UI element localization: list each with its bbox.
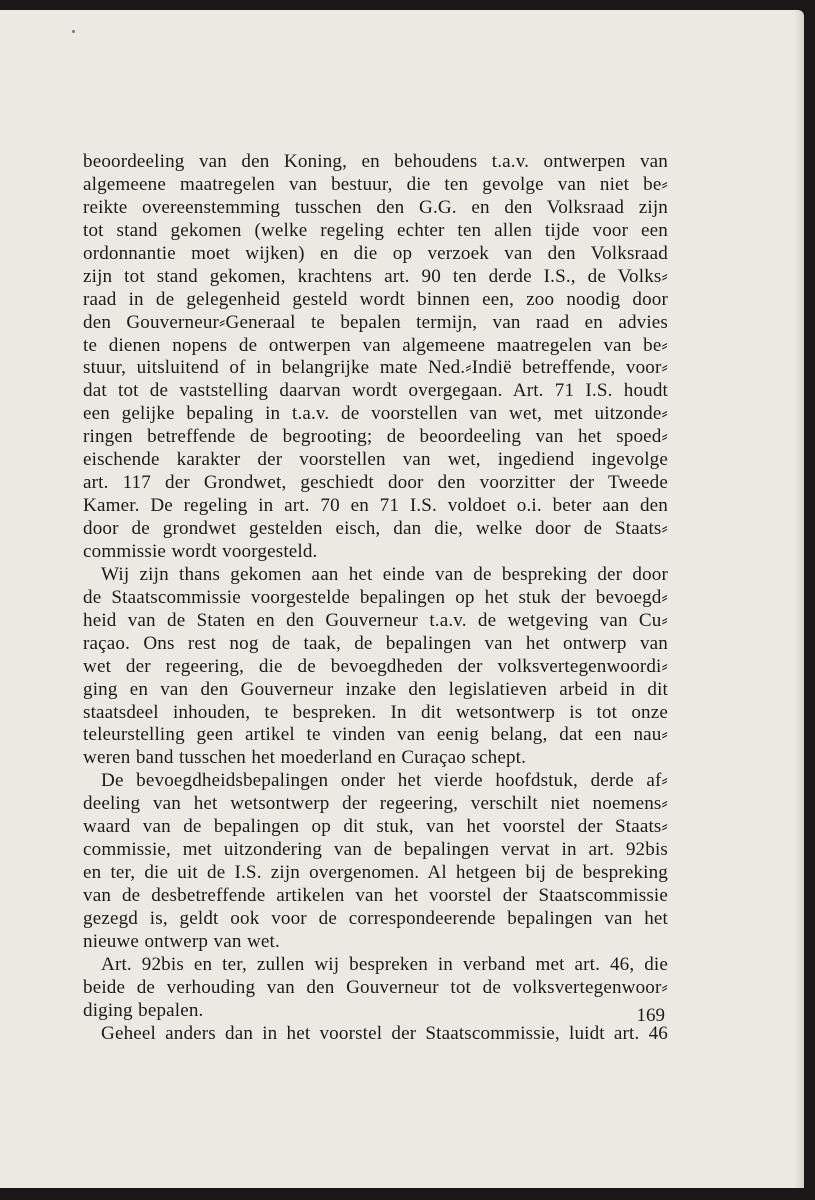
text-line: te dienen nopens de ontwerpen van algemeene maatregelen van be⸗ — [83, 334, 668, 356]
text-line: tot stand gekomen (welke regeling echter ten allen tijde voor een — [83, 219, 668, 241]
text-line: wet der regeering, die de bevoegdheden der volksvertegenwoordi⸗ — [83, 655, 668, 677]
text-line: commissie, met uitzondering van de bepalingen vervat in art. 92bis — [83, 839, 668, 861]
text-line: gezegd is, geldt ook voor de correspondeerende bepalingen van het — [83, 907, 668, 929]
text-line: algemeene maatregelen van bestuur, die ten gevolge van niet be⸗ — [83, 173, 668, 195]
text-line: beide de verhouding van den Gouverneur tot de volksvertegenwoor⸗ — [83, 976, 668, 998]
text-line: nieuwe ontwerp van wet. — [83, 930, 280, 952]
text-line: ordonnantie moet wijken) en die op verzoek van den Volksraad — [83, 242, 668, 264]
text-line: en ter, die uit de I.S. zijn overgenomen. Al hetgeen bij de bespreking — [83, 862, 668, 884]
text-line: zijn tot stand gekomen, krachtens art. 90 ten derde I.S., de Volks⸗ — [83, 265, 668, 287]
text-line: staatsdeel inhouden, te bespreken. In dit wetsontwerp is tot onze — [83, 701, 668, 723]
text-line: Wij zijn thans gekomen aan het einde van de bespreking der door — [101, 563, 668, 585]
paper-speck — [72, 30, 75, 33]
text-line: stuur, uitsluitend of in belangrijke mate Ned.⸗Indië betreffende, voor⸗ — [83, 357, 668, 379]
text-line: eischende karakter der voorstellen van wet, ingediend ingevolge — [83, 449, 668, 471]
text-line: ging en van den Gouverneur inzake den legislatieven arbeid in dit — [83, 678, 668, 700]
text-line: commissie wordt voorgesteld. — [83, 540, 318, 562]
text-line: weren band tusschen het moederland en Curaçao schept. — [83, 747, 527, 769]
text-line: teleurstelling geen artikel te vinden van eenig belang, dat een nau⸗ — [83, 724, 668, 746]
book-page — [0, 10, 804, 1188]
body-text — [83, 151, 668, 1046]
text-line: beoordeeling van den Koning, en behoudens t.a.v. ontwerpen van — [83, 151, 668, 172]
text-line: een gelijke bepaling in t.a.v. de voorstellen van wet, met uitzonde⸗ — [83, 403, 668, 425]
text-line: raçao. Ons rest nog de taak, de bepalingen van het ontwerp van — [83, 632, 668, 654]
text-line: deeling van het wetsontwerp der regeering, verschilt niet noemens⸗ — [83, 793, 668, 815]
text-line: ringen betreffende de begrooting; de beoordeeling van het spoed⸗ — [83, 426, 668, 448]
text-line: dat tot de vaststelling daarvan wordt overgegaan. Art. 71 I.S. houdt — [83, 380, 668, 402]
text-line: door de grondwet gestelden eisch, dan die, welke door de Staats⸗ — [83, 518, 668, 539]
text-line: reikte overeenstemming tusschen den G.G. en den Volksraad zijn — [83, 196, 668, 218]
text-line: de Staatscommissie voorgestelde bepalingen op het stuk der bevoegd⸗ — [83, 586, 668, 608]
text-line: diging bepalen. — [83, 999, 204, 1021]
text-line: waard van de bepalingen op dit stuk, van het voorstel der Staats⸗ — [83, 816, 668, 838]
text-line: den Gouverneur⸗Generaal te bepalen termijn, van raad en advies — [83, 311, 668, 333]
text-line: De bevoegdheidsbepalingen onder het vierde hoofdstuk, derde af⸗ — [101, 770, 668, 792]
text-line: art. 117 der Grondwet, geschiedt door den voorzitter der Tweede — [83, 472, 668, 494]
page-edge-shadow — [794, 10, 804, 1188]
text-line: van de desbetreffende artikelen van het voorstel der Staatscommissie — [83, 885, 668, 906]
page-number: 169 — [636, 1005, 665, 1026]
text-line: raad in de gelegenheid gesteld wordt binnen een, zoo noodig door — [83, 288, 668, 310]
text-line: heid van de Staten en den Gouverneur t.a.v. de wetgeving van Cu⸗ — [83, 609, 668, 631]
text-line: Kamer. De regeling in art. 70 en 71 I.S. voldoet o.i. beter aan den — [83, 495, 668, 517]
text-line: Geheel anders dan in het voorstel der Staatscommissie, luidt art. 46 — [101, 1022, 668, 1044]
text-line: Art. 92bis en ter, zullen wij bespreken in verband met art. 46, die — [101, 953, 668, 975]
